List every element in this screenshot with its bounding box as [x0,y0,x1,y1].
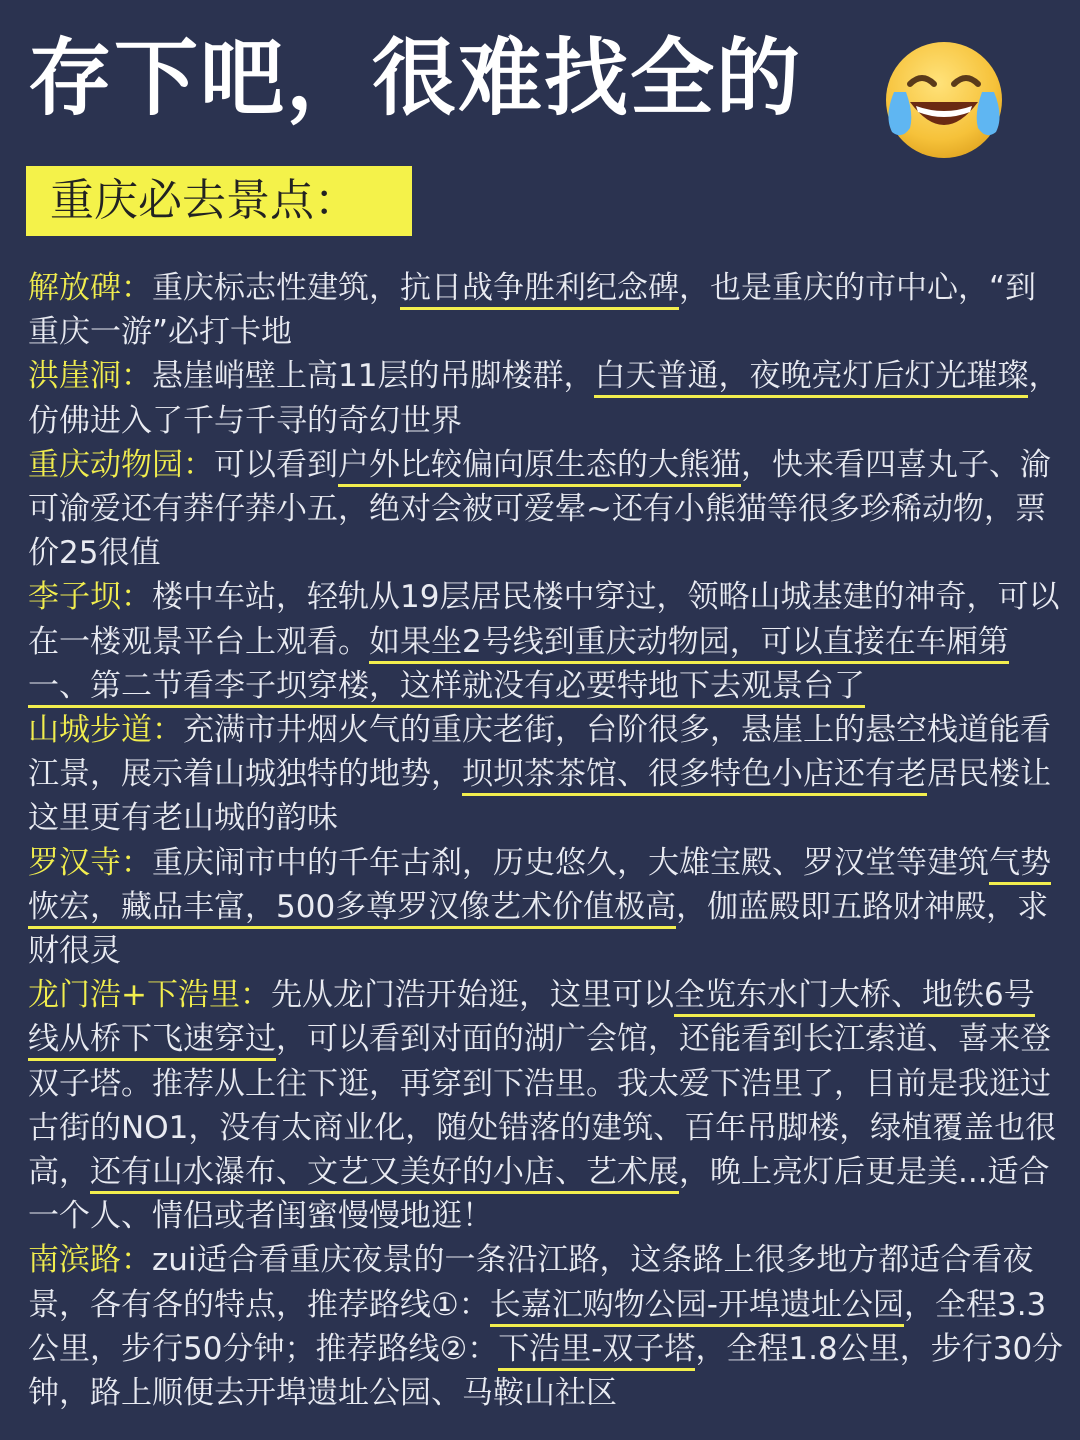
attraction-name: 罗汉寺： [28,844,152,881]
list-item [28,708,1064,841]
attraction-name: 解放碑： [28,270,152,306]
list-item [28,575,1064,708]
list-item [28,266,1064,354]
attraction-text: 悬崖峭壁上高11层的吊脚楼群， [152,358,595,395]
underlined-highlight: 气势恢宏，藏品丰富，500多尊罗汉像艺术价值极高 [28,845,1051,929]
attraction-text: ，可以看到对面的湖广会馆，还能看到长江索道、喜来登双子塔。推荐从上往下逛，再穿到下浩里。我太爱下浩里了，目前是我逛过古街的NO1，没有太商业化，随处错落的建筑、百年吊脚楼，绿植覆盖也很高， [28,1021,1057,1191]
underlined-highlight: 长嘉汇购物公园-开埠遗址公园 [490,1287,904,1327]
attraction-text: 楼中车站，轻轨从19层居民楼中穿过，领略山城基建的神奇，可以在一楼观景平台上观看。 [28,579,1060,660]
attraction-text: ，全程3.3公里，步行50分钟；推荐路线②： [28,1286,1047,1367]
list-item [28,443,1064,576]
attraction-text: 充满市井烟火气的重庆老街，台阶很多，悬崖上的悬空栈道能看江景，展示着山城独特的地势， [28,712,1051,793]
attraction-text: 重庆闹市中的千年古刹，历史悠久，大雄宝殿、罗汉堂等建筑 [152,844,989,881]
attraction-text: 重庆标志性建筑， [152,270,400,306]
attraction-name: 龙门浩+下浩里： [28,977,271,1014]
attraction-name: 重庆动物园： [28,446,214,483]
underlined-highlight: 坝坝茶茶馆、很多特色小店还有老 [462,756,927,796]
underlined-highlight: 全览东水门大桥、地铁6号线从桥下飞速穿过 [28,977,1035,1061]
attraction-text: 可以看到 [214,446,338,483]
underlined-highlight: 还有山水瀑布、文艺又美好的小店、艺术展 [90,1154,679,1194]
section-label: 重庆必去景点： [26,166,412,236]
attraction-text: ，也是重庆的市中心，“到重庆一游”必打卡地 [28,270,1037,351]
attraction-name: 李子坝： [28,579,152,616]
attraction-list [28,266,1064,1415]
underlined-highlight: 户外比较偏向原生态的大熊猫 [338,447,741,487]
list-item [28,354,1064,442]
attraction-text: ，仿佛进入了千与千寻的奇幻世界 [28,358,1060,439]
attraction-text: ，伽蓝殿即五路财神殿，求财很灵 [28,888,1049,970]
underlined-highlight: 如果坐2号线到重庆动物园，可以直接在车厢第一、第二节看李子坝穿楼，这样就没有必要特地下去观景台了 [28,624,1009,708]
face-with-tears-of-joy-icon [880,36,1008,164]
attraction-name: 洪崖洞： [28,358,152,395]
page-title: 存下吧，很难找全的 [28,29,803,127]
list-item [28,973,1064,1238]
attraction-text: 先从龙门浩开始逛，这里可以 [270,977,674,1014]
attraction-text: ，快来看四喜丸子、渝可渝爱还有莽仔莽小五，绝对会被可爱晕~还有小熊猫等很多珍稀动物，票价25很值 [28,446,1051,572]
attraction-text: zui适合看重庆夜景的一条沿江路，这条路上很多地方都适合看夜景，各有各的特点，推荐路线①： [28,1242,1034,1323]
underlined-highlight: 下浩里-双子塔 [498,1331,695,1371]
attraction-text: ，晚上亮灯后更是美...适合一个人、情侣或者闺蜜慢慢地逛！ [28,1154,1050,1235]
underlined-highlight: 抗日战争胜利纪念碑 [400,270,679,310]
underlined-highlight: 白天普通，夜晚亮灯后灯光璀璨 [594,358,1028,398]
attraction-text: 居民楼让这里更有老山城的韵味 [28,756,1051,837]
list-item [28,1238,1064,1415]
attraction-name: 南滨路： [28,1242,152,1279]
attraction-name: 山城步道： [28,712,183,749]
list-item [28,841,1064,974]
attraction-text: ，全程1.8公里，步行30分钟，路上顺便去开埠遗址公园、马鞍山社区 [28,1330,1064,1412]
